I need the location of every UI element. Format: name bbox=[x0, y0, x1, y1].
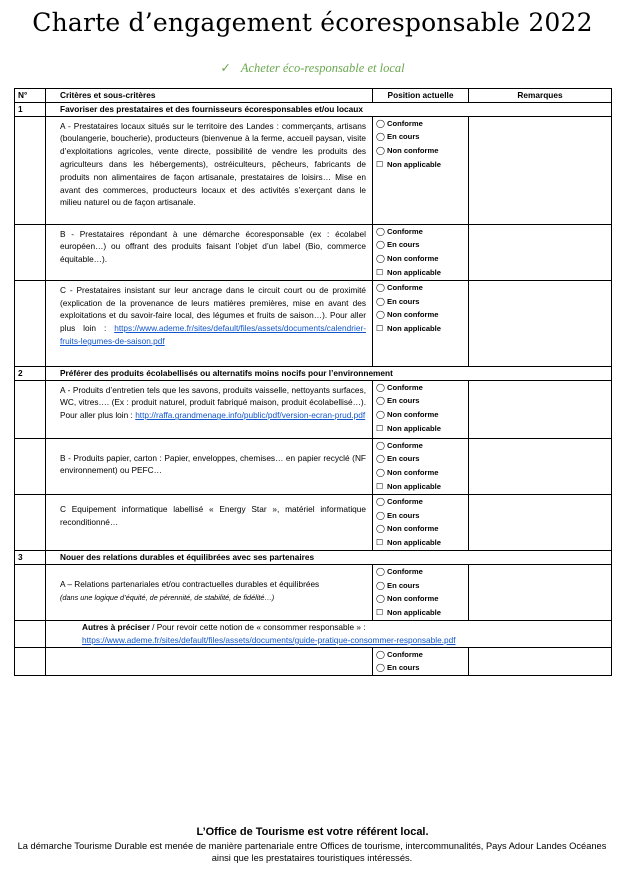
subtitle-text: Acheter éco-responsable et local bbox=[240, 61, 405, 75]
footer-text: La démarche Tourisme Durable est menée de manière partenariale entre Offices de tourisme, intercommunalités, Pays Adour Landes Océanes ainsi que les prestataires touristiques intéressés. bbox=[17, 841, 607, 863]
option-label: Non applicable bbox=[387, 423, 442, 433]
radio-icon[interactable]: ◯ bbox=[376, 282, 385, 292]
criteria-row bbox=[15, 438, 612, 494]
option-radio[interactable] bbox=[376, 579, 465, 593]
radio-icon[interactable]: ◯ bbox=[376, 226, 385, 236]
option-radio[interactable] bbox=[376, 381, 465, 395]
remarks-cell[interactable] bbox=[469, 380, 612, 438]
option-label: Conforme bbox=[387, 382, 423, 392]
option-label: Conforme bbox=[387, 649, 423, 659]
criteria-note: (dans une logique d’équité, de pérennité, de stabilité, de fidélité…) bbox=[60, 592, 275, 602]
radio-icon[interactable]: ◯ bbox=[376, 580, 385, 590]
position-cell bbox=[373, 380, 469, 438]
header-num: N° bbox=[15, 89, 46, 103]
option-radio[interactable] bbox=[376, 439, 465, 453]
option-label: Non conforme bbox=[387, 524, 439, 534]
header-criteria: Critères et sous-critères bbox=[46, 89, 373, 103]
section-number: 3 bbox=[15, 550, 46, 564]
checkbox-icon[interactable]: ☐ bbox=[376, 159, 384, 169]
option-label: Conforme bbox=[387, 226, 423, 236]
option-radio[interactable] bbox=[376, 281, 465, 295]
checkbox-icon[interactable]: ☐ bbox=[376, 538, 384, 548]
section-row bbox=[15, 550, 612, 564]
num-cell bbox=[15, 564, 46, 620]
position-cell bbox=[373, 647, 469, 676]
criteria-cell bbox=[46, 380, 373, 438]
radio-icon[interactable]: ◯ bbox=[376, 132, 385, 142]
position-cell bbox=[373, 224, 469, 280]
option-checkbox[interactable] bbox=[376, 322, 465, 336]
option-radio[interactable] bbox=[376, 130, 465, 144]
option-label: Conforme bbox=[387, 566, 423, 576]
option-radio[interactable] bbox=[376, 295, 465, 309]
autres-cell bbox=[46, 620, 612, 647]
reference-link[interactable]: http://raffa.grandmenage.info/public/pdf/version-ecran-prud.pdf bbox=[135, 410, 366, 421]
num-cell bbox=[15, 116, 46, 224]
option-label: Non applicable bbox=[387, 159, 442, 169]
option-checkbox[interactable] bbox=[376, 422, 465, 436]
section-row bbox=[15, 102, 612, 116]
option-radio[interactable] bbox=[376, 394, 465, 408]
num-cell bbox=[15, 224, 46, 280]
position-cell bbox=[373, 494, 469, 550]
option-radio[interactable] bbox=[376, 117, 465, 131]
option-radio[interactable] bbox=[376, 308, 465, 322]
option-label: Conforme bbox=[387, 440, 423, 450]
radio-icon[interactable]: ◯ bbox=[376, 396, 385, 406]
option-label: Conforme bbox=[387, 496, 423, 506]
option-radio[interactable] bbox=[376, 495, 465, 509]
autres-label: Autres à préciser bbox=[82, 621, 150, 632]
criteria-cell bbox=[46, 438, 373, 494]
autres-text: / Pour revoir cette notion de « consommer responsable » : bbox=[152, 621, 366, 632]
reference-link[interactable]: https://www.ademe.fr/sites/default/files/assets/documents/calendrier-fruits-legumes-de-saison.pdf bbox=[60, 323, 366, 346]
section-title: Préférer des produits écolabellisés ou alternatifs moins nocifs pour l’environnement bbox=[46, 366, 612, 380]
autres-row bbox=[15, 620, 612, 647]
radio-icon[interactable]: ◯ bbox=[376, 254, 385, 264]
criteria-text: C Equipement informatique labellisé « Energy Star », matériel informatique reconditionné… bbox=[60, 503, 366, 527]
criteria-cell bbox=[46, 494, 373, 550]
checkbox-icon[interactable]: ☐ bbox=[376, 267, 384, 277]
position-cell bbox=[373, 116, 469, 224]
page-subtitle bbox=[0, 60, 625, 76]
radio-icon[interactable]: ◯ bbox=[376, 240, 385, 250]
radio-icon[interactable]: ◯ bbox=[376, 663, 385, 673]
option-checkbox[interactable] bbox=[376, 266, 465, 280]
option-radio[interactable] bbox=[376, 661, 465, 675]
footer-title: L’Office de Tourisme est votre référent local. bbox=[196, 826, 429, 838]
option-label: En cours bbox=[387, 510, 420, 520]
radio-icon[interactable]: ◯ bbox=[376, 649, 385, 659]
option-label: En cours bbox=[387, 296, 420, 306]
option-radio[interactable] bbox=[376, 238, 465, 252]
criteria-text: B - Prestataires répondant à une démarche écoresponsable (ex : écolabel européen…) ou offrant des produits faisant l’objet d’un label (Bio, commerce équitable…). bbox=[60, 228, 366, 265]
radio-icon[interactable]: ◯ bbox=[376, 594, 385, 604]
radio-icon[interactable]: ◯ bbox=[376, 296, 385, 306]
header-position: Position actuelle bbox=[373, 89, 469, 103]
option-radio[interactable] bbox=[376, 648, 465, 662]
radio-icon[interactable]: ◯ bbox=[376, 118, 385, 128]
checkbox-icon[interactable]: ☐ bbox=[376, 481, 384, 491]
criteria-cell bbox=[46, 116, 373, 224]
remarks-cell[interactable] bbox=[469, 116, 612, 224]
radio-icon[interactable]: ◯ bbox=[376, 454, 385, 464]
num-cell bbox=[15, 438, 46, 494]
checkmark-icon: ✓ bbox=[220, 61, 231, 75]
remarks-cell[interactable] bbox=[469, 494, 612, 550]
table-header-row bbox=[15, 89, 612, 103]
checkbox-icon[interactable]: ☐ bbox=[376, 423, 384, 433]
num-cell bbox=[15, 380, 46, 438]
option-radio[interactable] bbox=[376, 408, 465, 422]
radio-icon[interactable]: ◯ bbox=[376, 510, 385, 520]
option-radio[interactable] bbox=[376, 565, 465, 579]
remarks-cell[interactable] bbox=[469, 564, 612, 620]
option-label: Non applicable bbox=[387, 324, 442, 334]
position-cell bbox=[373, 438, 469, 494]
option-radio[interactable] bbox=[376, 225, 465, 239]
checkbox-icon[interactable]: ☐ bbox=[376, 324, 384, 334]
page-title: Charte d’engagement écoresponsable 2022 bbox=[32, 8, 593, 37]
criteria-text: A - Prestataires locaux situés sur le territoire des Landes : commerçants, artisans (boulangerie, boucherie), producteurs (bienvenue à la ferme, accueil paysan, visite d’exploitations agricoles, vente directe, possibilité de vendre les produits des agriculteurs dans les hébergements), ostréiculteurs, pêcheurs, fabricants de produits non alimentaires de façon artisanale, prestataires de loisirs… Mise en avant des commerces, producteurs locaux et des activités s’exerçant dans le milieu naturel ou de façon artisanale. bbox=[60, 120, 366, 208]
option-label: En cours bbox=[387, 396, 420, 406]
section-number: 1 bbox=[15, 102, 46, 116]
guide-link[interactable]: https://www.ademe.fr/sites/default/files/assets/documents/guide-pratique-consommer-responsable.pdf bbox=[82, 634, 456, 645]
option-label: En cours bbox=[387, 580, 420, 590]
criteria-text: A - Produits d’entretien tels que les savons, produits vaisselle, nettoyants surfaces, WC, vitres…. (Ex : produit naturel, produit fabriqué maison, produit écolabellisé…). Pour aller plus loin : bbox=[60, 384, 366, 421]
option-radio[interactable] bbox=[376, 522, 465, 536]
option-radio[interactable] bbox=[376, 466, 465, 480]
criteria-text: A – Relations partenariales et/ou contractuelles durables et équilibrées bbox=[60, 578, 320, 589]
radio-icon[interactable]: ◯ bbox=[376, 524, 385, 534]
position-cell bbox=[373, 280, 469, 366]
option-label: Non conforme bbox=[387, 468, 439, 478]
option-radio[interactable] bbox=[376, 509, 465, 523]
option-label: Non applicable bbox=[387, 481, 442, 491]
radio-icon[interactable]: ◯ bbox=[376, 496, 385, 506]
position-cell bbox=[373, 564, 469, 620]
option-label: En cours bbox=[387, 132, 420, 142]
option-label: En cours bbox=[387, 454, 420, 464]
radio-icon[interactable]: ◯ bbox=[376, 468, 385, 478]
option-label: Non conforme bbox=[387, 146, 439, 156]
checkbox-icon[interactable]: ☐ bbox=[376, 608, 384, 618]
section-title: Favoriser des prestataires et des fournisseurs écoresponsables et/ou locaux bbox=[46, 102, 612, 116]
option-radio[interactable] bbox=[376, 252, 465, 266]
option-label: Non applicable bbox=[387, 538, 442, 548]
option-checkbox[interactable] bbox=[376, 158, 465, 172]
remarks-cell[interactable] bbox=[469, 224, 612, 280]
num-cell bbox=[15, 494, 46, 550]
option-checkbox[interactable] bbox=[376, 480, 465, 494]
option-radio[interactable] bbox=[376, 144, 465, 158]
extra-row bbox=[15, 647, 612, 676]
criteria-text: B - Produits papier, carton : Papier, enveloppes, chemises… en papier recyclé (NF environnement) ou PEFC… bbox=[60, 452, 366, 476]
option-label: Non applicable bbox=[387, 608, 442, 618]
radio-icon[interactable]: ◯ bbox=[376, 440, 385, 450]
option-label: Non conforme bbox=[387, 410, 439, 420]
radio-icon[interactable]: ◯ bbox=[376, 410, 385, 420]
criteria-row bbox=[15, 224, 612, 280]
criteria-cell bbox=[46, 280, 373, 366]
radio-icon[interactable]: ◯ bbox=[376, 310, 385, 320]
option-label: Non conforme bbox=[387, 594, 439, 604]
remarks-cell[interactable] bbox=[469, 280, 612, 366]
charter-table bbox=[14, 88, 612, 676]
option-label: En cours bbox=[387, 240, 420, 250]
criteria-cell bbox=[46, 564, 373, 620]
section-row bbox=[15, 366, 612, 380]
remarks-cell[interactable] bbox=[469, 438, 612, 494]
option-radio[interactable] bbox=[376, 452, 465, 466]
num-cell bbox=[15, 647, 46, 676]
radio-icon[interactable]: ◯ bbox=[376, 382, 385, 392]
option-label: Conforme bbox=[387, 282, 423, 292]
num-cell bbox=[15, 620, 46, 647]
option-checkbox[interactable] bbox=[376, 536, 465, 550]
criteria-cell[interactable] bbox=[46, 647, 373, 676]
header-remarks: Remarques bbox=[469, 89, 612, 103]
radio-icon[interactable]: ◯ bbox=[376, 566, 385, 576]
radio-icon[interactable]: ◯ bbox=[376, 146, 385, 156]
option-label: Non conforme bbox=[387, 254, 439, 264]
criteria-row bbox=[15, 564, 612, 620]
criteria-cell bbox=[46, 224, 373, 280]
option-radio[interactable] bbox=[376, 592, 465, 606]
criteria-text: C - Prestataires insistant sur leur ancrage dans le circuit court ou de proximité (explication de la provenance de leurs matières premières, mise en avant des exploitations et du savoir-faire local, des légumes et fruits de saison…). Pour aller plus loin : bbox=[60, 284, 366, 334]
criteria-row bbox=[15, 280, 612, 366]
table-body bbox=[15, 102, 612, 675]
option-label: Conforme bbox=[387, 118, 423, 128]
option-label: Non applicable bbox=[387, 267, 442, 277]
criteria-row bbox=[15, 380, 612, 438]
option-label: En cours bbox=[387, 663, 420, 673]
num-cell bbox=[15, 280, 46, 366]
criteria-row bbox=[15, 494, 612, 550]
criteria-row bbox=[15, 116, 612, 224]
section-number: 2 bbox=[15, 366, 46, 380]
option-checkbox[interactable] bbox=[376, 606, 465, 620]
option-label: Non conforme bbox=[387, 310, 439, 320]
remarks-cell[interactable] bbox=[469, 647, 612, 676]
section-title: Nouer des relations durables et équilibrées avec ses partenaires bbox=[46, 550, 612, 564]
